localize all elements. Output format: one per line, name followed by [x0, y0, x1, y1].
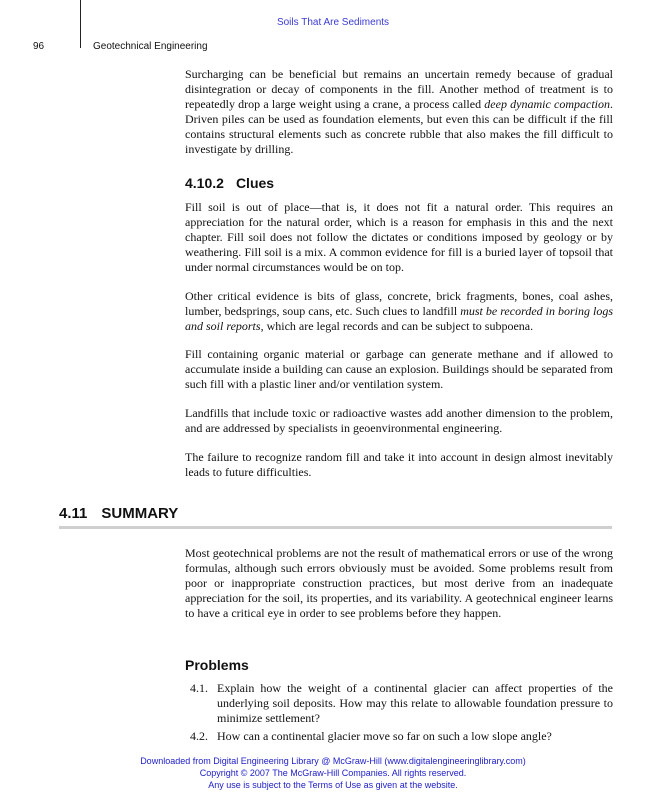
emphasis-text: must be recorded in boring logs and soil reports [185, 304, 614, 333]
paragraph-fill-soil: Fill soil is out of place—that is, it does not fit a natural order. This requires an appreciation for the natural order, which is a reason for emphasis in this and the next chapter. Fill soil does not follow the dictates or conditions imposed by geology or by weathering. Fill soil is a mix. A common evidence for fill is a buried layer of topsoil that under normal circumstances would be on top. [185, 200, 613, 274]
footer-copyright: Copyright © 2007 The McGraw-Hill Companies. All rights reserved. [199, 768, 467, 778]
paragraph-landfills: Landfills that include toxic or radioactive wastes add another dimension to the problem, and are addressed by specialists in geoenvironmental engineering. [185, 406, 613, 435]
section-heading [59, 504, 178, 524]
problem-number: 4.2. [190, 729, 208, 743]
paragraph-evidence [185, 289, 613, 334]
running-title: Soils That Are Sediments [276, 17, 390, 28]
subsection-heading [185, 174, 274, 192]
section-title: SUMMARY [101, 505, 179, 522]
book-title: Geotechnical Engineering [93, 41, 208, 52]
problem-text: How can a continental glacier move so far on such a low slope angle? [217, 729, 552, 743]
subsection-number: 4.10.2 [185, 175, 224, 191]
page-number: 96 [33, 41, 45, 52]
subsection-title: Clues [235, 175, 275, 191]
paragraph-failure: The failure to recognize random fill and take it into account in design almost inevitably leads to future difficulties. [185, 450, 613, 479]
paragraph-text: . Driven piles can be used as foundation elements, but even this can be difficult if the fill contains structural elements such as concrete rubble that also makes the fill difficult to investigate by drilling. [185, 97, 614, 156]
footer-download-line: Downloaded from Digital Engineering Library @ McGraw-Hill (www.digitalengineeringlibrary.com) [140, 756, 526, 766]
paragraph-text: Other critical evidence is bits of glass, concrete, brick fragments, bones, coal ashes, lumber, bedsprings, soup cans, etc. Such clues to landfill [185, 289, 613, 318]
problems-heading: Problems [185, 657, 249, 673]
problem-number: 4.1. [190, 681, 208, 695]
problem-item [190, 729, 613, 744]
paragraph-surcharging [185, 67, 613, 157]
problem-item [190, 681, 613, 726]
paragraph-text: , which are legal records and can be subject to subpoena. [260, 319, 534, 333]
paragraph-text: Surcharging can be beneficial but remains an uncertain remedy because of gradual disintegration or decay of components in the fill. Another method of treatment is to repeatedly drop a large weight using a crane, a process called [185, 67, 613, 111]
paragraph-methane: Fill containing organic material or garbage can generate methane and if allowed to accumulate inside a building can cause an explosion. Buildings should be separated from such fill with a plastic liner and/or ventilation system. [185, 347, 613, 391]
section-rule [59, 526, 612, 529]
section-number: 4.11 [59, 505, 88, 522]
footer-terms: Any use is subject to the Terms of Use as given at the website. [208, 780, 458, 790]
problem-text: Explain how the weight of a continental glacier can affect properties of the underlying soil deposits. How may this relate to allowable foundation pressure to minimize settlement? [217, 681, 613, 725]
paragraph-summary: Most geotechnical problems are not the result of mathematical errors or use of the wrong formulas, although such errors obviously must be avoided. Some problems result from poor or inappropriate construction practices, but most derive from an inadequate appreciation for the soil, its properties, and its variability. A geotechnical engineer learns to have a critical eye in order to see problems before they happen. [185, 546, 613, 620]
emphasis-text: deep dynamic compaction [484, 97, 611, 111]
